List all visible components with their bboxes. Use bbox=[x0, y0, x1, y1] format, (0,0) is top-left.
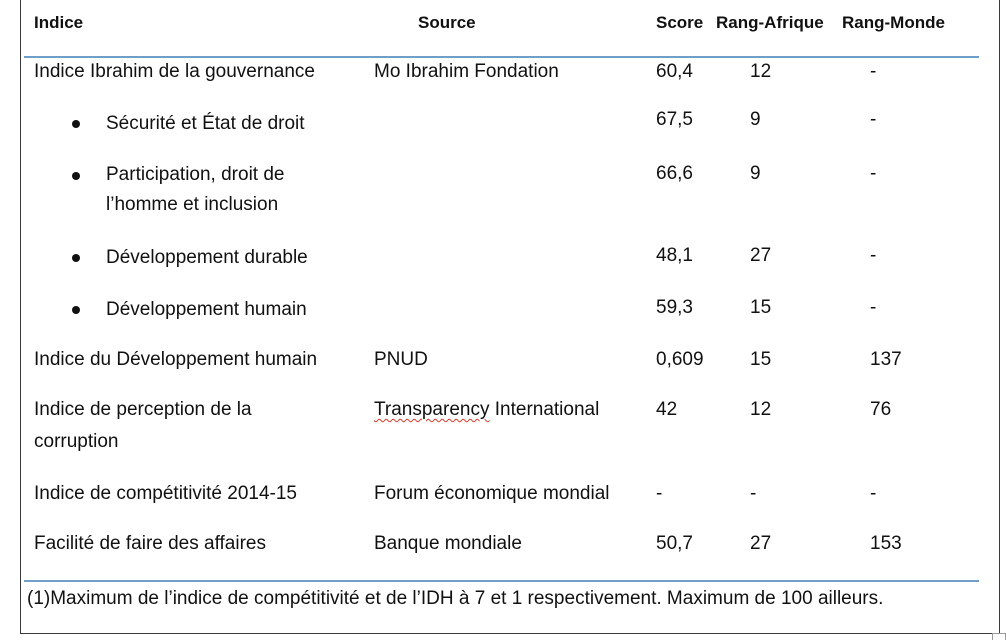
row-7-rang-afrique: - bbox=[750, 483, 757, 504]
row-0-score: 60,4 bbox=[656, 61, 693, 82]
row-6-source-misspelled: Transparency bbox=[374, 399, 490, 420]
row-7-indice: Indice de compétitivité 2014-15 bbox=[34, 483, 297, 504]
row-6-score: 42 bbox=[656, 399, 678, 420]
row-1-score: 67,5 bbox=[656, 109, 693, 130]
row-2-rang-afrique: 9 bbox=[750, 163, 761, 184]
row-8-rang-afrique: 27 bbox=[750, 533, 772, 554]
row-8-source: Banque mondiale bbox=[374, 533, 522, 554]
row-1-indice: Sécurité et État de droit bbox=[106, 113, 305, 134]
row-6-source-rest: International bbox=[489, 399, 600, 420]
row-1-rang-monde: - bbox=[870, 109, 877, 130]
row-3-rang-monde: - bbox=[870, 245, 877, 266]
row-0-rang-afrique: 12 bbox=[750, 61, 772, 82]
row-5-score: 0,609 bbox=[656, 349, 704, 370]
row-5-rang-afrique: 15 bbox=[750, 349, 772, 370]
row-4-indice: Développement humain bbox=[106, 299, 307, 320]
row-7-score: - bbox=[656, 483, 663, 504]
header-source: Source bbox=[418, 13, 476, 32]
row-5-rang-monde: 137 bbox=[870, 349, 902, 370]
bullet-icon bbox=[72, 306, 80, 314]
row-6-rang-monde: 76 bbox=[870, 399, 892, 420]
row-8-score: 50,7 bbox=[656, 533, 693, 554]
row-2-rang-monde: - bbox=[870, 163, 877, 184]
row-2-score: 66,6 bbox=[656, 163, 693, 184]
row-3-rang-afrique: 27 bbox=[750, 245, 772, 266]
row-7-source: Forum économique mondial bbox=[374, 483, 610, 504]
resize-handle[interactable] bbox=[992, 633, 1006, 640]
row-6-indice: Indice de perception de la corruption bbox=[34, 399, 252, 452]
row-7-rang-monde: - bbox=[870, 483, 877, 504]
row-4-rang-afrique: 15 bbox=[750, 297, 772, 318]
footnote: (1)Maximum de l’indice de compétitivité et de l’IDH à 7 et 1 respectivement. Maximum de 100 ailleurs. bbox=[27, 588, 884, 609]
header-rang-afrique: Rang-Afrique bbox=[716, 13, 824, 32]
row-6-source bbox=[374, 394, 599, 426]
row-3-indice: Développement durable bbox=[106, 247, 308, 268]
row-1-rang-afrique: 9 bbox=[750, 109, 761, 130]
row-4-rang-monde: - bbox=[870, 297, 877, 318]
row-3-score: 48,1 bbox=[656, 245, 693, 266]
row-0-indice: Indice Ibrahim de la gouvernance bbox=[34, 61, 315, 82]
row-8-rang-monde: 153 bbox=[870, 533, 902, 554]
row-5-indice: Indice du Développement humain bbox=[34, 349, 318, 370]
row-5-source: PNUD bbox=[374, 349, 428, 370]
row-2-indice: Participation, droit de l’homme et inclusion bbox=[106, 164, 285, 215]
header-rang-monde: Rang-Monde bbox=[842, 13, 945, 32]
header-score: Score bbox=[656, 13, 704, 32]
row-6-rang-afrique: 12 bbox=[750, 399, 772, 420]
bullet-icon bbox=[72, 254, 80, 262]
bullet-icon bbox=[72, 172, 80, 180]
row-4-score: 59,3 bbox=[656, 297, 693, 318]
bullet-icon bbox=[72, 120, 80, 128]
footer-rule bbox=[24, 580, 979, 582]
row-0-rang-monde: - bbox=[870, 61, 877, 82]
header-indice: Indice bbox=[34, 13, 84, 32]
row-8-indice: Facilité de faire des affaires bbox=[34, 533, 266, 554]
row-0-source: Mo Ibrahim Fondation bbox=[374, 61, 559, 82]
